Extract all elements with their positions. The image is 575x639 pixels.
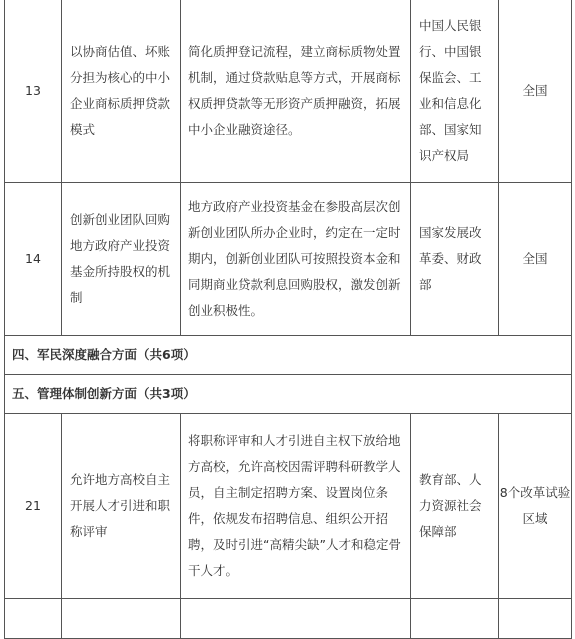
empty-cell — [499, 599, 572, 639]
scope: 全国 — [499, 183, 572, 336]
measure-name: 允许地方高校自主开展人才引进和职称评审 — [62, 414, 181, 599]
responsible-departments: 中国人民银行、中国银保监会、工业和信息化部、国家知识产权局 — [411, 0, 499, 183]
measure-description: 地方政府产业投资基金在参股高层次创新创业团队所办企业时，约定在一定时期内，创新创业团队可按照投资本金和同期商业贷款利息回购股权，激发创新创业积极性。 — [181, 183, 411, 336]
table-row — [5, 183, 572, 336]
section-header-row — [5, 375, 572, 414]
table-row — [5, 414, 572, 599]
responsible-departments: 教育部、人力资源社会保障部 — [411, 414, 499, 599]
empty-cell — [5, 599, 62, 639]
reform-measures-table — [4, 0, 572, 639]
table-row-partial — [5, 599, 572, 639]
row-number: 21 — [5, 414, 62, 599]
section-title: 五、管理体制创新方面（共3项） — [5, 375, 572, 414]
empty-cell — [411, 599, 499, 639]
measure-name: 以协商估值、坏账分担为核心的中小企业商标质押贷款模式 — [62, 0, 181, 183]
row-number: 13 — [5, 0, 62, 183]
table-row — [5, 0, 572, 183]
empty-cell — [181, 599, 411, 639]
scope: 8个改革试验区域 — [499, 414, 572, 599]
scope: 全国 — [499, 0, 572, 183]
measure-description: 将职称评审和人才引进自主权下放给地方高校，允许高校因需评聘科研教学人员，自主制定招聘方案、设置岗位条件，依规发布招聘信息、组织公开招聘，及时引进“高精尖缺”人才和稳定骨干人才。 — [181, 414, 411, 599]
responsible-departments: 国家发展改革委、财政部 — [411, 183, 499, 336]
row-number: 14 — [5, 183, 62, 336]
empty-cell — [62, 599, 181, 639]
measure-description: 简化质押登记流程，建立商标质物处置机制，通过贷款贴息等方式，开展商标权质押贷款等无形资产质押融资，拓展中小企业融资途径。 — [181, 0, 411, 183]
measure-name: 创新创业团队回购地方政府产业投资基金所持股权的机制 — [62, 183, 181, 336]
section-header-row — [5, 336, 572, 375]
section-title: 四、军民深度融合方面（共6项） — [5, 336, 572, 375]
